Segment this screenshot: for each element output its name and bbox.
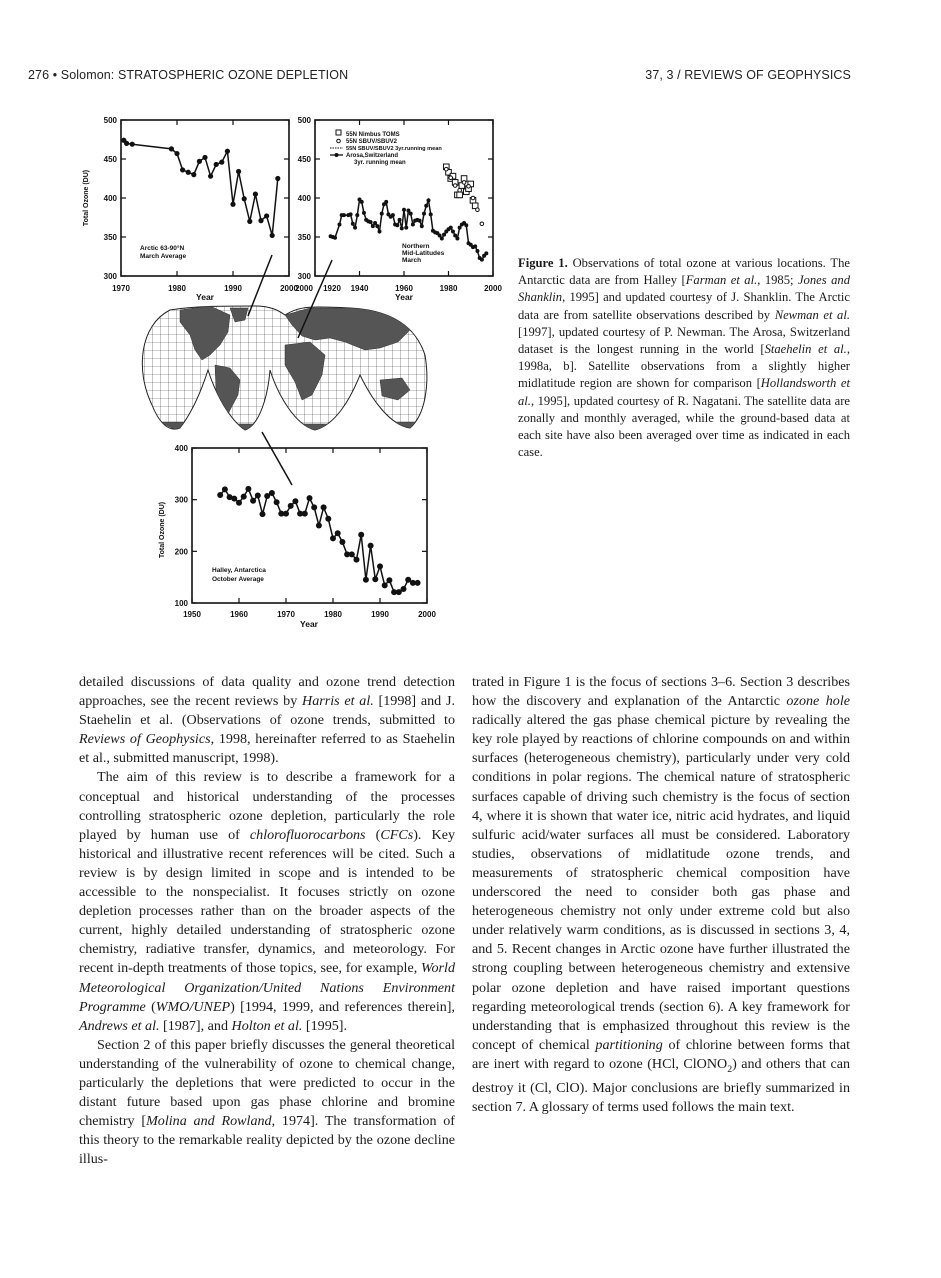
svg-text:Northern: Northern — [402, 243, 430, 250]
halley-pointer-line — [262, 432, 292, 485]
svg-text:450: 450 — [297, 155, 311, 164]
figure-caption — [518, 255, 850, 461]
svg-text:October Average: October Average — [212, 576, 264, 583]
world-map — [142, 306, 427, 434]
svg-text:450: 450 — [103, 155, 117, 164]
svg-text:1980: 1980 — [168, 284, 186, 293]
body-column-right — [472, 673, 850, 1117]
svg-text:1940: 1940 — [350, 284, 369, 293]
paragraph: trated in Figure 1 is the focus of sections 3–6. Section 3 describes how the discovery and explanation of the Antarctic ozone hole radically altered the gas phase chemical picture by revealing the key role played by reactions of chlorine compounds on and within surfaces (heterogeneous chemistry), particularly under very cold conditions in polar regions. The chemical nature of stratospheric surfaces capable of driving such chemistry is the focus of section 4, where it is shown that water ice, nitric acid hydrates, and liquid sulfuric acid/water surfaces all must be considered. Laboratory studies, observations of midlatitude ozone trends, and measurements of stratospheric chemical composition have underscored the need to consider both gas phase and heterogeneous chemistry not only under extreme cold but also under relatively warm conditions, as is discussed in sections 3, 4, and 5. Recent changes in Arctic ozone have further illustrated the strong coupling between heterogeneous chemistry and extensive polar ozone depletion and have raised important questions regarding meteorological trends (section 6). A key framework for understanding that is emphasized throughout this review is the concept of chemical partitioning of chlorine between forms that are inert with regard to ozone (HCl, ClONO$_2$) and others that can destroy it (Cl, ClO). Major conclusions are briefly summarized in section 7. A glossary of terms used follows the main text. — [472, 674, 850, 1115]
svg-text:Mid-Latitudes: Mid-Latitudes — [402, 250, 445, 257]
svg-text:300: 300 — [103, 272, 117, 281]
svg-text:2000: 2000 — [280, 284, 298, 293]
svg-text:300: 300 — [174, 495, 188, 505]
chart-legend — [330, 130, 442, 166]
svg-text:500: 500 — [103, 116, 117, 125]
svg-text:100: 100 — [174, 599, 188, 608]
figure-1 — [80, 110, 510, 640]
svg-text:400: 400 — [174, 444, 188, 453]
svg-text:1950: 1950 — [183, 610, 201, 619]
body-column-left — [79, 673, 455, 1169]
svg-text:1960: 1960 — [230, 610, 248, 619]
svg-text:300: 300 — [297, 272, 311, 281]
svg-text:Halley, Antarctica: Halley, Antarctica — [212, 567, 266, 574]
svg-text:Year: Year — [196, 292, 214, 302]
svg-text:Year: Year — [300, 619, 318, 629]
svg-text:55N SBUV/SBUV2: 55N SBUV/SBUV2 — [346, 139, 398, 145]
running-head-left: 276 • Solomon: STRATOSPHERIC OZONE DEPLETION — [28, 68, 349, 82]
svg-text:1970: 1970 — [112, 284, 130, 293]
svg-text:March Average: March Average — [140, 253, 187, 260]
paragraph: detailed discussions of data quality and ozone trend detection approaches, see the recent reviews by Harris et al. [1998] and J. Staehelin et al. (Observations of ozone trends, submitted to Reviews of Geophysics, 1998, hereinafter referred to as Staehelin et al., submitted manuscript, 1998). — [79, 674, 456, 767]
svg-text:Total Ozone (DU): Total Ozone (DU) — [159, 501, 166, 559]
svg-text:1980: 1980 — [324, 610, 342, 619]
chart-arctic — [83, 116, 298, 302]
svg-text:400: 400 — [103, 194, 117, 203]
svg-text:1960: 1960 — [395, 284, 413, 293]
paragraph: The aim of this review is to describe a framework for a conceptual and historical understanding of the processes controlling stratospheric ozone depletion, particularly the role played by human use of chlorofluorocarbons (CFCs). Key historical and illustrative recent references will be cited. Such a review is by design limited in scope and is intended to be accessible to the nonspecialist. It focuses strictly on ozone depletion processes rather than on the broader aspects of the current, highly detailed understanding of stratospheric ozone chemistry, radiative transfer, dynamics, and meteorology. For recent in-depth treatments of those topics, see, for example, World Meteorological Organization/United Nations Environment Programme (WMO/UNEP) [1994, 1999, and references therein], Andrews et al. [1987], and Holton et al. [1995]. — [79, 769, 456, 1034]
chart-halley — [159, 444, 436, 629]
paragraph: Section 2 of this paper briefly discusses the general theoretical understanding of the vulnerability of ozone to chemical change, particularly the depletions that were predicted to occur in the distant future based upon gas phase chlorine and bromine chemistry [Molina and Rowland, 1974]. The transformation of this theory to the remarkable reality depicted by the ozone decline illus- — [79, 1036, 456, 1168]
svg-text:1970: 1970 — [277, 610, 295, 619]
svg-text:Year: Year — [395, 292, 413, 302]
figure-1-graphic — [80, 110, 510, 640]
svg-text:55N SBUV/SBUV2 3yr.running mea: 55N SBUV/SBUV2 3yr.running mean — [346, 146, 442, 152]
svg-text:March: March — [402, 257, 422, 264]
svg-text:Arosa,Switzerland: Arosa,Switzerland — [346, 153, 399, 159]
svg-text:1990: 1990 — [371, 610, 389, 619]
caption-label: Figure 1. — [518, 256, 568, 270]
svg-text:500: 500 — [297, 116, 311, 125]
svg-text:400: 400 — [297, 194, 311, 203]
svg-text:2000: 2000 — [418, 610, 436, 619]
running-head-right: 37, 3 / REVIEWS OF GEOPHYSICS — [645, 68, 851, 82]
svg-text:Total Ozone (DU): Total Ozone (DU) — [83, 169, 90, 227]
svg-text:55N Nimbus TOMS: 55N Nimbus TOMS — [346, 132, 400, 138]
svg-text:1980: 1980 — [439, 284, 458, 293]
svg-text:2000: 2000 — [484, 284, 502, 293]
svg-text:1920: 1920 — [323, 284, 341, 293]
svg-text:Arctic 63-90°N: Arctic 63-90°N — [140, 245, 185, 252]
svg-text:200: 200 — [174, 547, 188, 557]
caption-text: Observations of total ozone at various locations. The Antarctic data are from Halley [Farman et al., 1985; Jones and Shanklin, 1995] and updated courtesy of J. Shanklin. The Arctic data are from satellite observations described by Newman et al. [1997], updated courtesy of P. Newman. The Arosa, Switzerland dataset is the longest running in the world [Staehelin et al., 1998a, b]. Satellite observations from a slightly higher midlatitude region are shown for comparison [Hollandsworth et al., 1995], updated courtesy of R. Nagatani. The satellite data are zonally and monthly averaged, while the ground-based data at each site have also been averaged over time as indicated in each case. — [518, 256, 851, 460]
svg-text:350: 350 — [297, 233, 311, 242]
svg-text:1990: 1990 — [224, 284, 242, 293]
svg-text:2000: 2000 — [295, 284, 313, 293]
svg-text:350: 350 — [103, 233, 117, 242]
svg-text:3yr. running mean: 3yr. running mean — [354, 160, 406, 166]
